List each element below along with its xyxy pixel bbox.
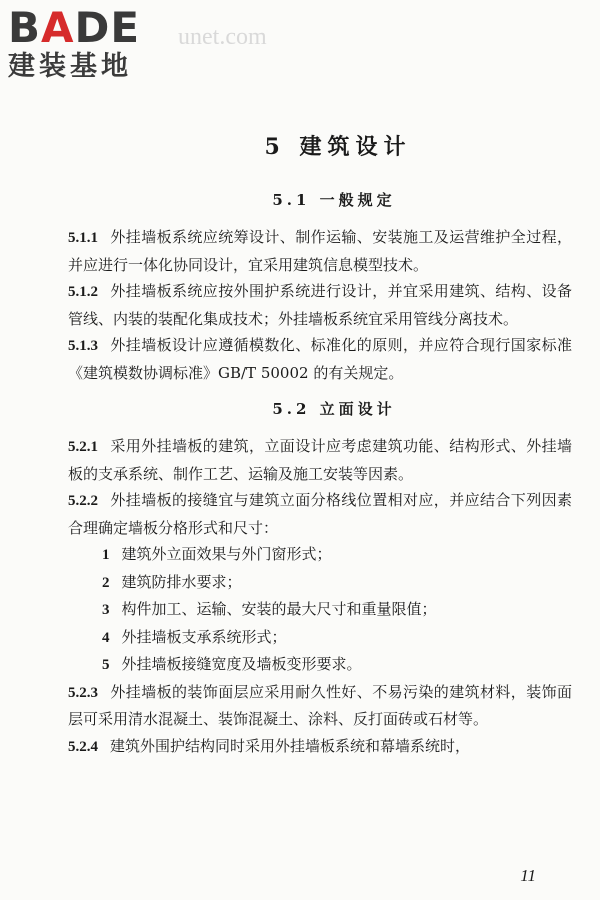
section-title: 5.2 立面设计	[272, 400, 396, 418]
clause	[68, 487, 572, 541]
logo-letter-a: A	[41, 3, 75, 52]
list-number: 4	[102, 629, 110, 646]
logo-letters-de: DE	[74, 3, 141, 52]
logo-subtitle: 建装基地	[8, 51, 132, 82]
clause-text: 建筑外围护结构同时采用外挂墙板系统和幕墙系统时，	[110, 736, 471, 755]
list-number: 1	[102, 547, 110, 563]
bade-logo	[8, 3, 188, 82]
clause-number: 5.2.4	[68, 738, 98, 755]
list-text: 建筑防排水要求；	[121, 572, 242, 591]
clause-number: 5.1.1	[68, 230, 98, 246]
list-text: 构件加工、运输、安装的最大尺寸和重量限值；	[121, 600, 437, 618]
chapter-title: 5 建筑设计	[264, 134, 412, 160]
clause-text: 采用外挂墙板的建筑，立面设计应考虑建筑功能、结构形式、外挂墙板的支承系统、制作工艺、运输及施工安装等因素。	[68, 437, 572, 483]
list-number: 2	[102, 574, 110, 591]
document-body	[68, 130, 572, 760]
list-item	[68, 624, 572, 652]
clause-text: 外挂墙板设计应遵循模数化、标准化的原则，并应符合现行国家标准《建筑模数协调标准》GB/T 50002 的有关规定。	[68, 336, 572, 382]
list-item	[68, 596, 572, 624]
clause-text: 外挂墙板的接缝宜与建筑立面分格线位置相对应，并应结合下列因素合理确定墙板分格形式和尺寸：	[68, 491, 572, 537]
logo-wordmark	[8, 3, 188, 52]
page-number: 11	[520, 866, 536, 885]
clause-text: 外挂墙板系统应统筹设计、制作运输、安装施工及运营维护全过程，并应进行一体化协同设计，宜采用建筑信息模型技术。	[68, 228, 572, 274]
clause-text: 外挂墙板的装饰面层应采用耐久性好、不易污染的建筑材料，装饰面层可采用清水混凝土、装饰混凝土、涂料、反打面砖或石材等。	[68, 682, 572, 728]
clause-text: 外挂墙板系统应按外围护系统进行设计，并宜采用建筑、结构、设备管线、内装的装配化集成技术；外挂墙板系统宜采用管线分离技术。	[68, 282, 572, 328]
list-item	[68, 651, 572, 679]
list-text: 外挂墙板接缝宽度及墙板变形要求。	[121, 655, 362, 673]
list-item	[68, 569, 572, 597]
clause-number: 5.1.3	[68, 338, 98, 354]
clause-number: 5.2.3	[68, 684, 98, 701]
clause-number: 5.2.2	[68, 493, 98, 509]
list-number: 3	[102, 602, 110, 618]
clause	[68, 733, 572, 761]
list-item	[68, 541, 572, 569]
section-title: 5.1 一般规定	[272, 191, 396, 209]
watermark: unet.com	[178, 24, 267, 50]
clause-number: 5.1.2	[68, 284, 98, 300]
clause	[68, 679, 572, 733]
clause	[68, 278, 572, 332]
clause	[68, 332, 572, 386]
list-text: 外挂墙板支承系统形式；	[121, 627, 287, 646]
clause	[68, 224, 572, 278]
list-text: 建筑外立面效果与外门窗形式；	[121, 545, 332, 563]
clause-number: 5.2.1	[68, 439, 98, 455]
clause	[68, 433, 572, 487]
logo-letter-b: B	[8, 3, 42, 52]
list-number: 5	[102, 657, 110, 673]
